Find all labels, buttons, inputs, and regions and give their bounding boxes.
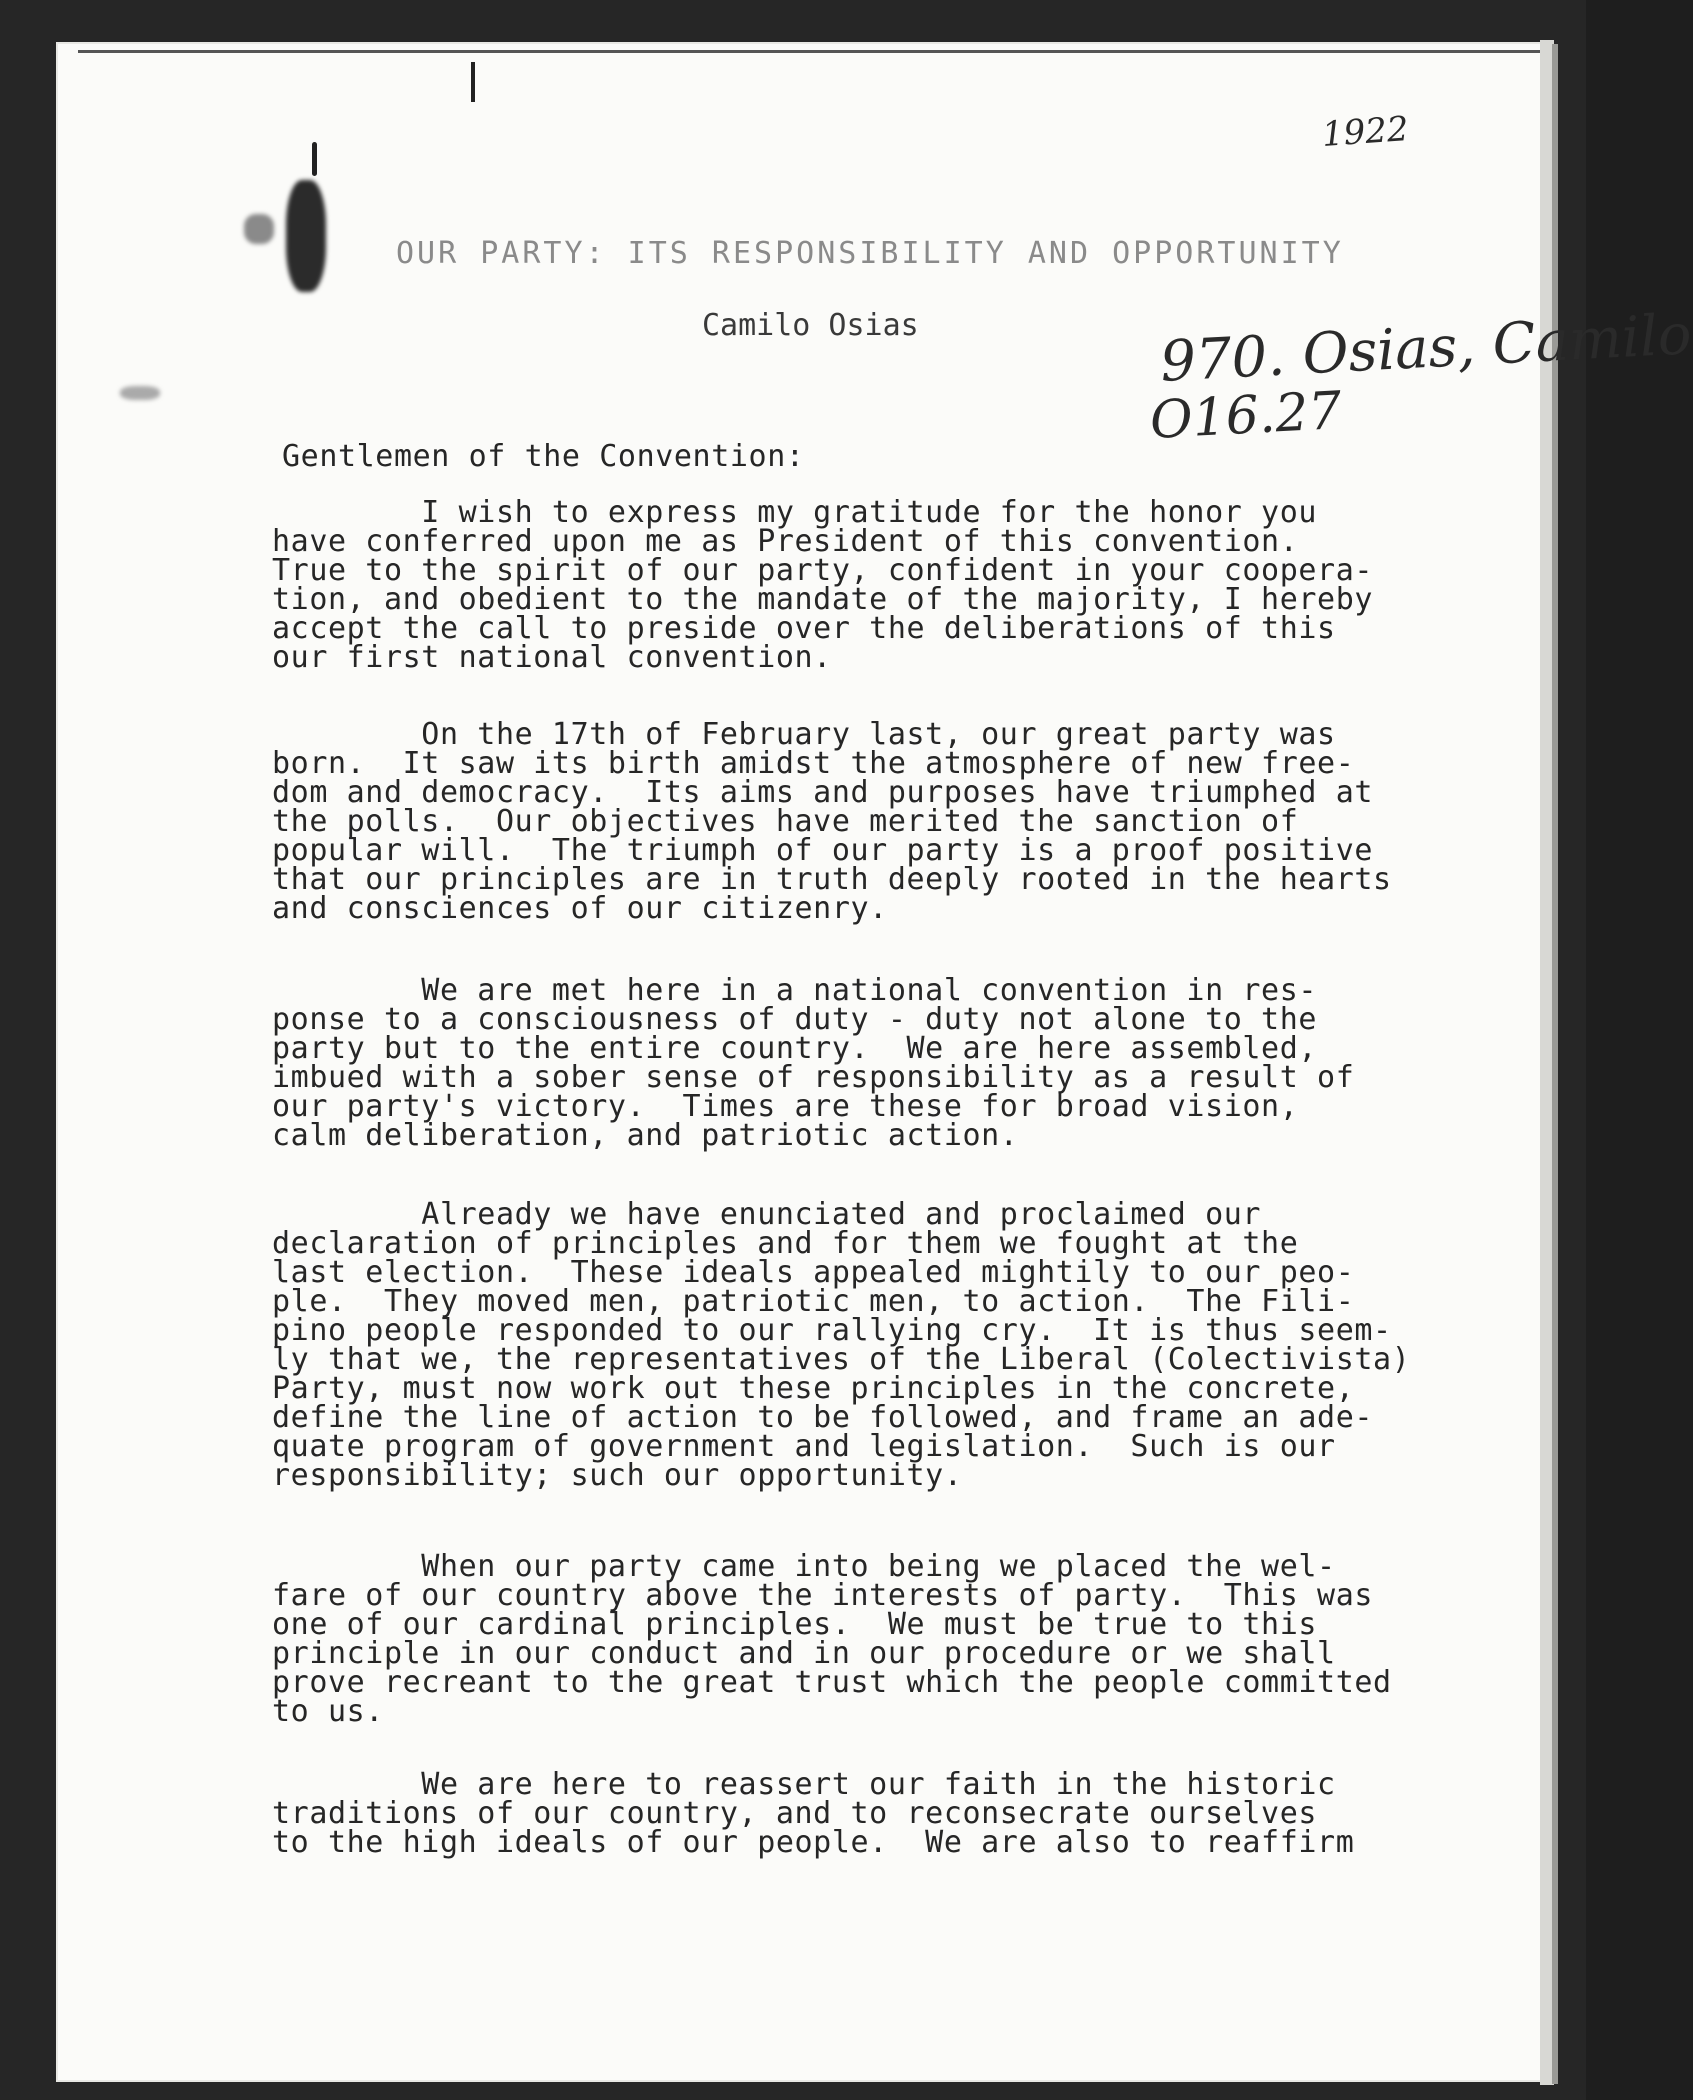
ink-mark	[471, 62, 475, 102]
salutation: Gentlemen of the Convention:	[282, 439, 805, 474]
paragraph-4: Already we have enunciated and proclaimed our declaration of principles and for them we fought at the last election. These ideals appealed mightily to our peo- ple. They moved men, patriotic men, to action. The Fili- pino people responded to our rallying cry. It is thus seem- ly that we, the representatives of the Liberal (Colectivista) Party, must now work out these principles in the concrete, define the line of action to be followed, and frame an ade- quate program of government and legislation. Such is our responsibility; such our opportunity.	[272, 1197, 1411, 1493]
author-name: Camilo Osias	[702, 308, 919, 343]
paragraph-1: I wish to express my gratitude for the honor you have conferred upon me as President of this convention. True to the spirit of our party, confident in your coopera- tion, and obedient to the mandate of the majority, I hereby accept the call to preside over the deliberations of this our first national convention.	[272, 495, 1374, 675]
handwritten-call-number: 970. Osias, Camilo	[1158, 302, 1693, 395]
ink-smudge	[244, 214, 274, 244]
paragraph-5: When our party came into being we placed the wel- fare of our country above the interests of party. This was one of our cardinal principles. We must be true to this principle in our conduct and in our procedure or we shall prove recreant to the great trust which the people committed to us.	[272, 1549, 1392, 1729]
paragraph-3: We are met here in a national convention in res- ponse to a consciousness of duty - duty not alone to the party but to the entire country. We are here assembled, imbued with a sober sense of responsibility as a result of our party's victory. Times are these for broad vision, calm deliberation, and patriotic action.	[272, 973, 1355, 1153]
paragraph-6: We are here to reassert our faith in the historic traditions of our country, and to reconsecrate ourselves to the high ideals of our people. We are also to reaffirm	[272, 1767, 1355, 1860]
ink-mark	[312, 142, 317, 176]
handwritten-call-number-2: O16.27	[1148, 381, 1343, 451]
document-title: OUR PARTY: ITS RESPONSIBILITY AND OPPORTUNITY	[396, 236, 1344, 271]
handwritten-year: 1922	[1320, 109, 1410, 155]
paragraph-2: On the 17th of February last, our great party was born. It saw its birth amidst the atmosphere of new free- dom and democracy. Its aims and purposes have triumphed at the polls. Our objectives have merited the sanction of popular will. The triumph of our party is a proof positive that our principles are in truth deeply rooted in the hearts and consciences of our citizenry.	[272, 717, 1392, 926]
ink-smudge	[286, 180, 326, 292]
ink-smudge	[120, 386, 160, 400]
top-edge-line	[78, 50, 1540, 53]
